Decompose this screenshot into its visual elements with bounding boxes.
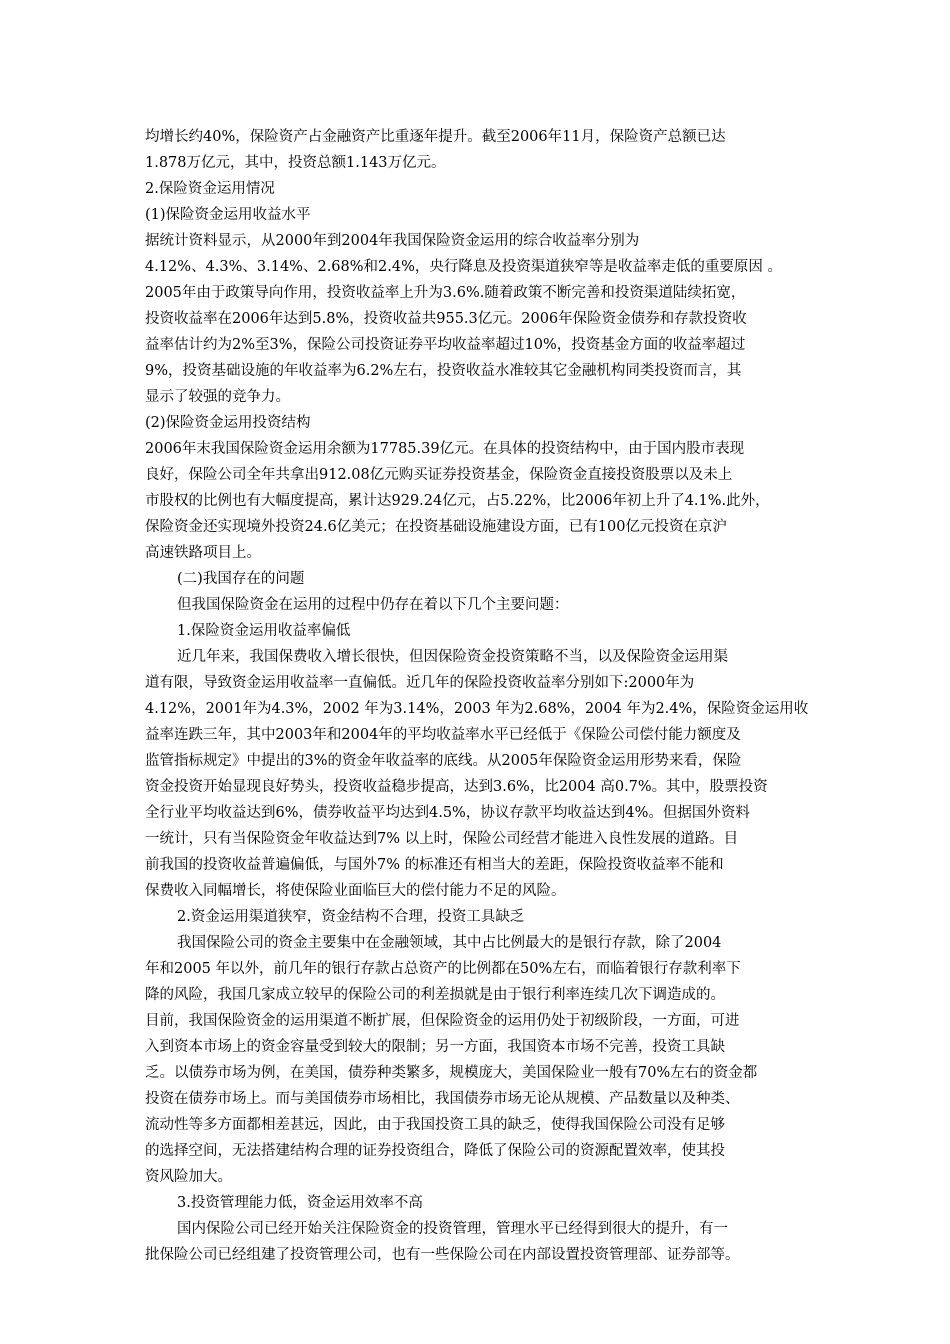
text-line: 前我国的投资收益普遍偏低，与国外7% 的标准还有相当大的差距，保险投资收益率不能和 bbox=[145, 857, 724, 873]
document-body bbox=[145, 124, 810, 1268]
text-line: 资金投资开始显现良好势头，投资收益稳步提高，达到3.6%，比2004 高0.7%。其中，股票投资 bbox=[145, 779, 768, 795]
text-line: 2.资金运用渠道狭窄，资金结构不合理，投资工具缺乏 bbox=[177, 909, 525, 925]
text-line: 国内保险公司已经开始关注保险资金的投资管理，管理水平已经得到很大的提升，有一 bbox=[177, 1221, 728, 1237]
text-line: (2)保险资金运用投资结构 bbox=[145, 415, 311, 431]
text-line: 9%，投资基础设施的年收益率为6.2%左右，投资收益水准较其它金融机构同类投资而言，其 bbox=[145, 363, 742, 379]
text-line: 1.878万亿元，其中，投资总额1.143万亿元。 bbox=[145, 155, 446, 171]
text-line: 全行业平均收益达到6%，债券收益平均达到4.5%，协议存款平均收益达到4%。但据国外资料 bbox=[145, 805, 750, 821]
text-line: 高速铁路项目上。 bbox=[145, 545, 261, 561]
text-line: 投资在债券市场上。而与美国债券市场相比，我国债券市场无论从规模、产品数量以及种类、 bbox=[145, 1091, 740, 1107]
text-line: 我国保险公司的资金主要集中在金融领域，其中占比例最大的是银行存款，除了2004 bbox=[177, 935, 722, 951]
text-line: 3.投资管理能力低，资金运用效率不高 bbox=[177, 1195, 423, 1211]
text-line: 的选择空间，无法搭建结构合理的证券投资组合，降低了保险公司的资源配置效率，使其投 bbox=[145, 1143, 725, 1159]
text-line: 批保险公司已经组建了投资管理公司，也有一些保险公司在内部设置投资管理部、证券部等。 bbox=[145, 1247, 740, 1263]
text-line: 4.12%，2001年为4.3%，2002 年为3.14%，2003 年为2.68%，2004 年为2.4%，保险资金运用收 bbox=[145, 701, 809, 717]
text-line: (二)我国存在的问题 bbox=[177, 571, 305, 587]
text-line: 2005年由于政策导向作用，投资收益率上升为3.6%.随着政策不断完善和投资渠道陆续拓宽， bbox=[145, 285, 746, 301]
text-line: 投资收益率在2006年达到5.8%，投资收益共955.3亿元。2006年保险资金债券和存款投资收 bbox=[145, 311, 747, 327]
text-line: 保费收入同幅增长，将使保险业面临巨大的偿付能力不足的风险。 bbox=[145, 883, 566, 899]
text-line: 市股权的比例也有大幅度提高，累计达929.24亿元，占5.22%，比2006年初上升了4.1%.此外， bbox=[145, 493, 770, 509]
text-line: 流动性等多方面都相差甚远，因此，由于我国投资工具的缺乏，使得我国保险公司没有足够 bbox=[145, 1117, 725, 1133]
text-line: 监管指标规定》中提出的3%的资金年收益率的底线。从2005年保险资金运用形势来看，保险 bbox=[145, 753, 742, 769]
text-line: 资风险加大。 bbox=[145, 1169, 232, 1185]
text-line: 道有限，导致资金运用收益率一直偏低。近几年的保险投资收益率分别如下:2000年为 bbox=[145, 675, 695, 691]
text-line: 近几年来，我国保费收入增长很快，但因保险资金投资策略不当，以及保险资金运用渠 bbox=[177, 649, 728, 665]
text-line: 益率估计约为2%至3%，保险公司投资证券平均收益率超过10%，投资基金方面的收益率超过 bbox=[145, 337, 746, 353]
text-line: 保险资金还实现境外投资24.6亿美元；在投资基础设施建设方面，已有100亿元投资在京沪 bbox=[145, 519, 727, 535]
text-line: 乏。以债券市场为例，在美国，债券种类繁多，规模庞大，美国保险业一般有70%左右的资金都 bbox=[145, 1065, 758, 1081]
text-line: 良好，保险公司全年共拿出912.08亿元购买证券投资基金，保险资金直接投资股票以及未上 bbox=[145, 467, 733, 483]
text-line: 但我国保险资金在运用的过程中仍存在着以下几个主要问题： bbox=[177, 597, 569, 613]
text-line: 均增长约40%，保险资产占金融资产比重逐年提升。截至2006年11月，保险资产总额已达 bbox=[145, 129, 726, 145]
text-line: 年和2005 年以外，前几年的银行存款占总资产的比例都在50%左右，而临着银行存款利率下 bbox=[145, 961, 741, 977]
text-line: 益率连跌三年，其中2003年和2004年的平均收益率水平已经低于《保险公司偿付能力额度及 bbox=[145, 727, 741, 743]
text-line: 入到资本市场上的资金容量受到较大的限制；另一方面，我国资本市场不完善，投资工具缺 bbox=[145, 1039, 725, 1055]
text-line: 4.12%、4.3%、3.14%、2.68%和2.4%，央行降息及投资渠道狭窄等是收益率走低的重要原因 。 bbox=[145, 259, 782, 275]
text-line: 一统计，只有当保险资金年收益达到7% 以上时，保险公司经营才能进入良性发展的道路。目 bbox=[145, 831, 739, 847]
text-line: 目前，我国保险资金的运用渠道不断扩展，但保险资金的运用仍处于初级阶段，一方面，可进 bbox=[145, 1013, 740, 1029]
text-line: 降的风险，我国几家成立较早的保险公司的利差损就是由于银行利率连续几次下调造成的。 bbox=[145, 987, 725, 1003]
text-line: 显示了较强的竞争力。 bbox=[145, 389, 290, 405]
text-line: 2.保险资金运用情况 bbox=[145, 181, 275, 197]
text-line: (1)保险资金运用收益水平 bbox=[145, 207, 311, 223]
text-line: 据统计资料显示，从2000年到2004年我国保险资金运用的综合收益率分别为 bbox=[145, 233, 640, 249]
text-line: 2006年末我国保险资金运用余额为17785.39亿元。在具体的投资结构中，由于国内股市表现 bbox=[145, 441, 745, 457]
text-line: 1.保险资金运用收益率偏低 bbox=[177, 623, 351, 639]
